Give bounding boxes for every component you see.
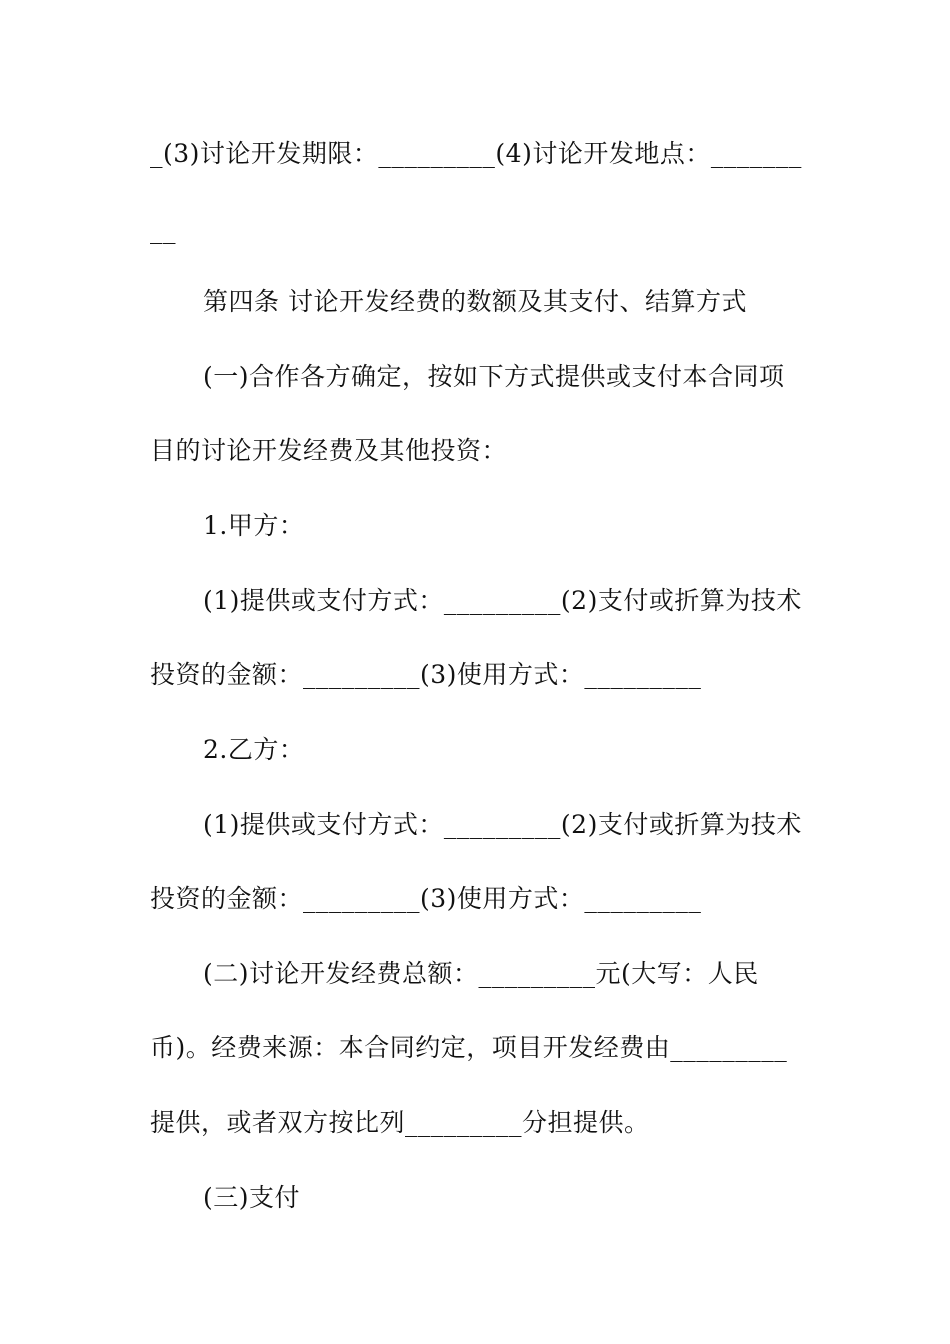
text-line: 币)。经费来源：本合同约定，项目开发经费由_________	[150, 1033, 788, 1062]
section-heading: 第四条 讨论开发经费的数额及其支付、结算方式	[203, 287, 747, 316]
text-line: 投资的金额：_________(3)使用方式：_________	[150, 884, 702, 913]
text-line: 提供，或者双方按比列_________分担提供。	[150, 1108, 650, 1137]
text-line: (1)提供或支付方式：_________(2)支付或折算为技术	[203, 586, 802, 615]
party-heading: 1.甲方：	[203, 511, 305, 540]
party-heading: 2.乙方：	[203, 735, 305, 764]
text-line: 投资的金额：_________(3)使用方式：_________	[150, 660, 702, 689]
text-line: (一)合作各方确定，按如下方式提供或支付本合同项	[203, 362, 785, 391]
text-line: 目的讨论开发经费及其他投资：	[150, 436, 508, 465]
text-line: __	[150, 215, 176, 244]
text-line: (1)提供或支付方式：_________(2)支付或折算为技术	[203, 810, 802, 839]
text-line: _(3)讨论开发期限：_________(4)讨论开发地点：_______	[150, 139, 802, 168]
text-line: (二)讨论开发经费总额：_________元(大写：人民	[203, 959, 759, 988]
subsection-heading: (三)支付	[203, 1183, 301, 1212]
